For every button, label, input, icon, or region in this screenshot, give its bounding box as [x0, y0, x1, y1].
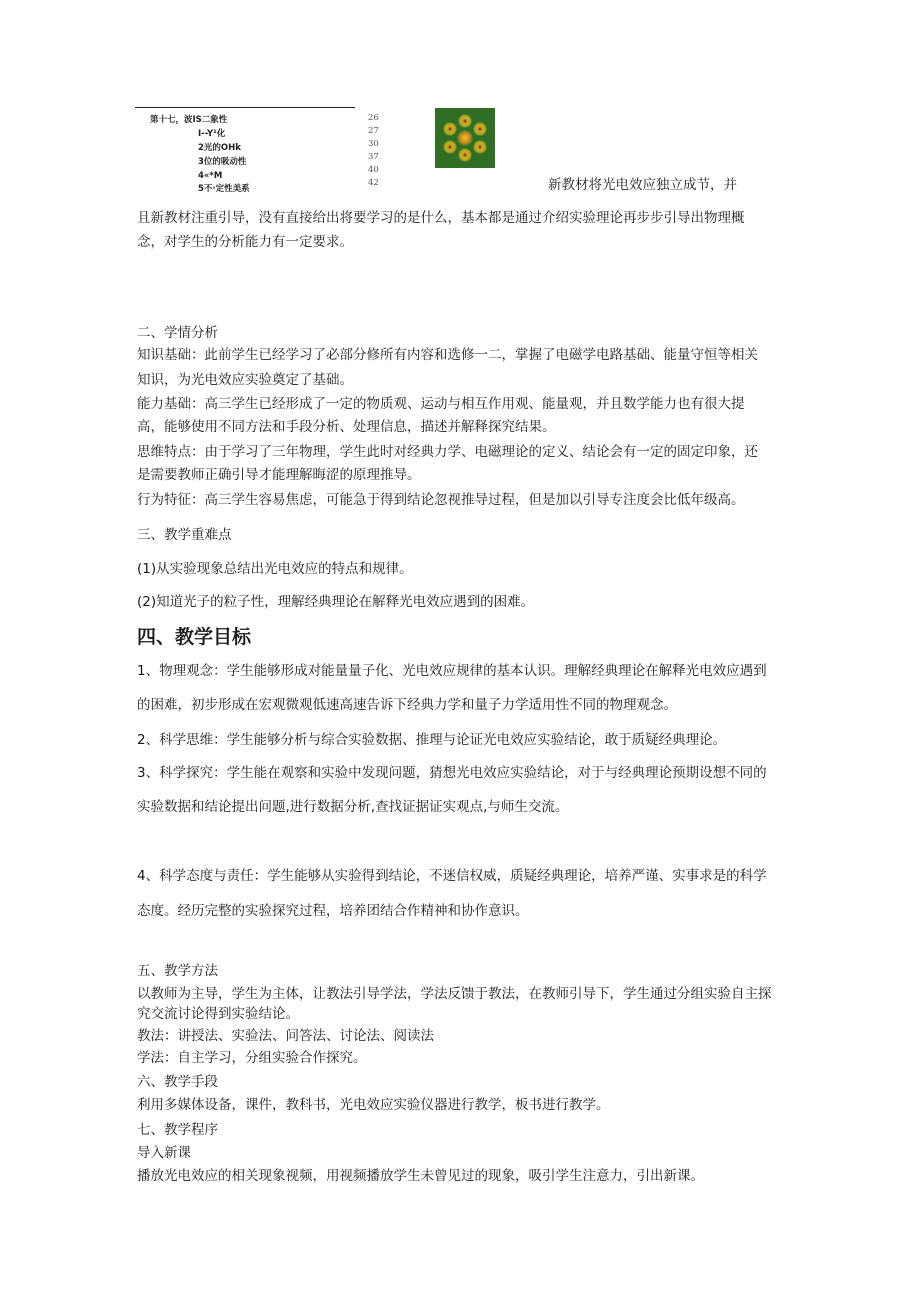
toc-entry-title: 3位的吸动性	[198, 157, 247, 167]
toc-entry-title: I--Y¹化	[198, 129, 226, 139]
pattern-petal	[443, 140, 457, 154]
paragraph-line: 教法：讲授法、实验法、问答法、讨论法、阅读法	[137, 1028, 434, 1044]
section-heading: 五、教学方法	[137, 963, 218, 979]
pattern-petal	[473, 140, 487, 154]
toc-page-number: 30	[368, 139, 379, 149]
list-item: (2)知道光子的粒子性，理解经典理论在解释光电效应遇到的困难。	[137, 594, 535, 610]
toc-page-number: 40	[368, 165, 379, 175]
toc-entry-title: 第十七，波IS二象性	[150, 115, 228, 125]
paragraph-line: 高，能够使用不同方法和手段分析、处理信息，描述并解释探究结果。	[137, 419, 556, 435]
toc-page-number: 26	[368, 113, 379, 123]
toc-page-number: 37	[368, 152, 379, 162]
paragraph-line: 态度。经历完整的实验探究过程，培养团结合作精神和协作意识。	[137, 903, 529, 919]
subheading: 导入新课	[137, 1145, 191, 1161]
paragraph-line: 知识，为光电效应实验奠定了基础。	[137, 372, 353, 388]
interference-pattern-image	[435, 108, 495, 168]
intro-line: 新教材将光电效应独立成节，并	[548, 177, 737, 193]
paragraph-line: 行为特征：高三学生容易焦虑，可能急于得到结论忽视推导过程，但是加以引导专注度会比低年级高。	[137, 492, 745, 508]
list-item: (1)从实验现象总结出光电效应的特点和规律。	[137, 561, 413, 577]
paragraph-line: 知识基础：此前学生已经学习了必部分修所有内容和选修一二，掌握了电磁学电路基础、能量守恒等相关	[137, 347, 758, 363]
paragraph-line: 1、物理观念：学生能够形成对能量量子化、光电效应规律的基本认识。理解经典理论在解释光电效应遇到	[137, 663, 767, 679]
toc-entry-title: 2光的OHk	[198, 143, 241, 153]
paragraph-line: 4、科学态度与责任：学生能够从实验得到结论，不迷信权威，质疑经典理论，培养严谨、实事求是的科学	[137, 868, 767, 884]
toc-rule	[135, 107, 355, 108]
paragraph-line: 以教师为主导，学生为主体，让教法引导学法，学法反馈于教法，在教师引导下，学生通过分组实验自主探	[137, 986, 772, 1002]
paragraph-line: 实验数据和结论提出问题,进行数据分析,查找证据证实观点,与师生交流。	[137, 799, 569, 815]
section-heading: 六、教学手段	[137, 1074, 218, 1090]
paragraph-line: 学法：自主学习，分组实验合作探究。	[137, 1050, 367, 1066]
pattern-center	[457, 130, 473, 146]
paragraph-line: 2、科学思维：学生能够分析与综合实验数据、推理与论证光电效应实验结论，敢于质疑经典理论。	[137, 732, 727, 748]
paragraph-line: 播放光电效应的相关现象视频，用视频播放学生未曾见过的现象，吸引学生注意力，引出新课。	[137, 1168, 704, 1184]
section-heading: 三、教学重难点	[137, 527, 232, 543]
toc-entry-title: 5不·定性美系	[198, 184, 250, 194]
toc-entry-title: 4«*M	[198, 171, 223, 181]
pattern-petal	[443, 122, 457, 136]
paragraph-line: 3、科学探究：学生能在观察和实验中发现问题，猜想光电效应实验结论，对于与经典理论预期设想不同的	[137, 765, 767, 781]
toc-page-number: 42	[368, 178, 379, 188]
paragraph-line: 是需要教师正确引导才能理解晦涩的原理推导。	[137, 467, 421, 483]
pattern-petal	[458, 148, 472, 162]
paragraph-line: 究交流讨论得到实验结论。	[137, 1006, 299, 1022]
pattern-petal	[473, 122, 487, 136]
section-heading: 二、学情分析	[137, 325, 218, 341]
paragraph-line: 思维特点：由于学习了三年物理，学生此时对经典力学、电磁理论的定义、结论会有一定的固定印象，还	[137, 444, 758, 460]
paragraph-line: 的困难，初步形成在宏观微观低速高速告诉下经典力学和量子力学适用性不同的物理观念。	[137, 697, 677, 713]
section-heading-large: 四、教学目标	[137, 626, 252, 648]
intro-line: 念，对学生的分析能力有一定要求。	[137, 234, 353, 250]
paragraph-line: 利用多媒体设备，课件，教科书，光电效应实验仪器进行教学，板书进行教学。	[137, 1097, 610, 1113]
pattern-petal	[458, 114, 472, 128]
section-heading: 七、教学程序	[137, 1122, 218, 1138]
intro-line: 且新教材注重引导，没有直接给出将要学习的是什么，基本都是通过介绍实验理论再步步引导出物理概	[137, 210, 745, 226]
toc-page-number: 27	[368, 126, 379, 136]
paragraph-line: 能力基础：高三学生已经形成了一定的物质观、运动与相互作用观、能量观，并且数学能力也有很大提	[137, 396, 745, 412]
